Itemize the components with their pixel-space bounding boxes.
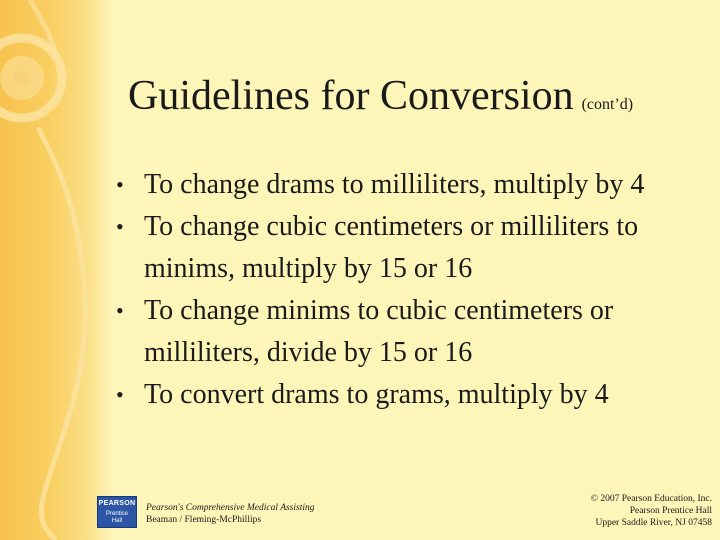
location-line: Upper Saddle River, NJ 07458 [595, 518, 712, 528]
bullet-text: To convert drams to grams, multiply by 4 [144, 379, 609, 410]
bullet-text: To change drams to milliliters, multiply by 4 [144, 169, 645, 200]
footer-credits [146, 502, 315, 526]
bullet-text: To change cubic centimeters or milliliters to minims, multiply by 15 or 16 [144, 211, 639, 284]
bullet-dot: • [116, 298, 124, 323]
bullet-list [112, 164, 702, 416]
bullet-text: To change minims to cubic centimeters or milliliters, divide by 15 or 16 [144, 295, 614, 368]
logo-line-1: Prentice [105, 511, 128, 517]
publisher-line: Pearson Prentice Hall [629, 506, 712, 516]
logo-line-2: Hall [111, 518, 123, 524]
bullet-item [112, 164, 702, 206]
pearson-logo [97, 496, 137, 528]
bullet-dot: • [116, 382, 124, 407]
copyright-line: © 2007 Pearson Education, Inc. [590, 494, 712, 504]
logo-top-text: PEARSON [98, 500, 136, 507]
bullet-dot: • [116, 214, 124, 239]
bullet-item [112, 206, 702, 290]
title-text: Guidelines for Conversion [128, 73, 574, 119]
slide-title [128, 70, 633, 131]
bullet-item [112, 374, 702, 416]
bullet-dot: • [116, 172, 124, 197]
logo-bottom-text [98, 511, 136, 525]
title-suffix: (cont’d) [581, 96, 634, 113]
bullet-item [112, 290, 702, 374]
footer-copyright [591, 493, 712, 529]
authors: Beaman / Fleming-McPhillips [146, 515, 262, 525]
book-title: Pearson's Comprehensive Medical Assisting [146, 503, 315, 513]
